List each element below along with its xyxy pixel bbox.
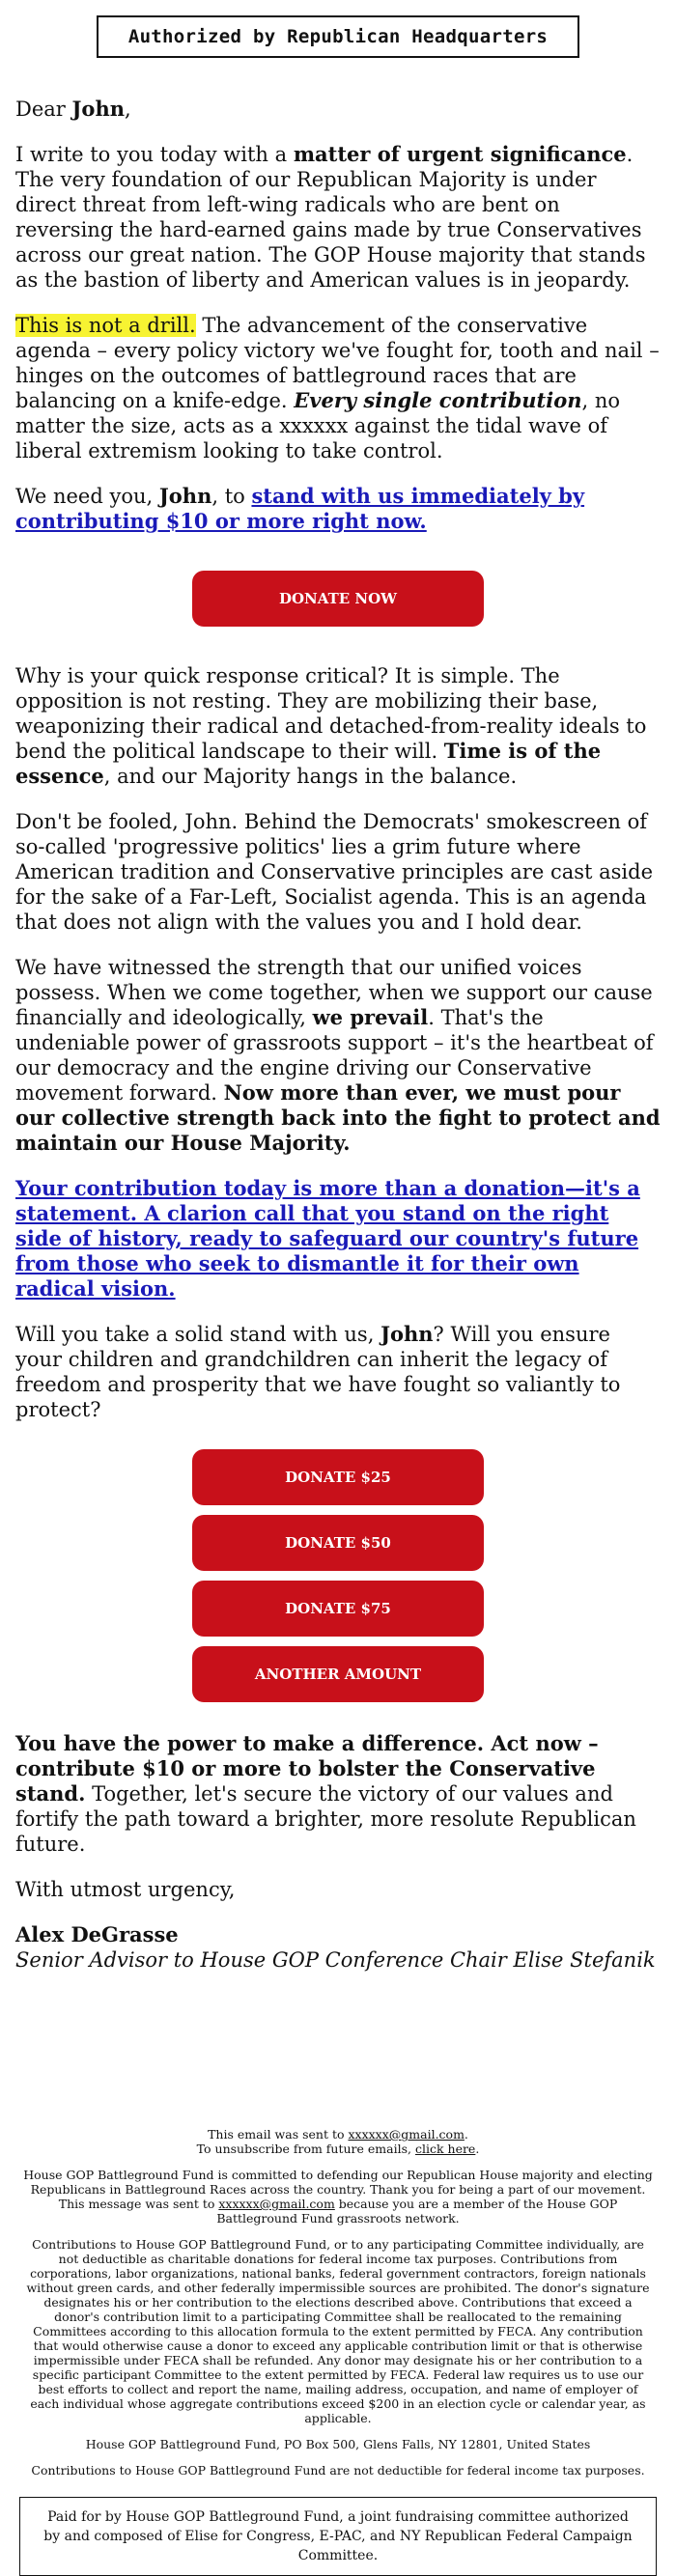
email-page [0,15,676,2576]
p9-text-b: Together, let's secure the victory of our values and fortify the path toward a brighter, more resolute Republican future. [15,1782,636,1856]
unsubscribe-prefix: To unsubscribe from future emails, [196,2142,415,2156]
paragraph-quick-response [15,663,661,789]
paragraph-solid-stand [15,1322,661,1422]
another-amount-button[interactable]: ANOTHER AMOUNT [192,1646,484,1702]
paid-for-text: Paid for by House GOP Battleground Fund, a joint fundraising committee authorized by and composed of Elise for Congress, E-PAC, and NY Republican Federal Campaign Committee. [43,2509,633,2563]
p1-bold: matter of urgent significance [293,142,627,166]
signature [15,1922,661,1973]
committed-statement [23,2168,653,2226]
sent-to-email-link[interactable]: xxxxxx@gmail.com [348,2127,465,2142]
p3-name: John [158,484,212,508]
p6-text-b: . That's the undeniable power of grassroots support – it's the heartbeat of our democracy and the engine driving our Conservative movement forward. [15,1006,654,1105]
paid-for-box [19,2497,657,2576]
closing: With utmost urgency, [15,1878,236,1901]
paragraph-act-now [15,1731,661,1857]
p1-text-b: . The very foundation of our Republican Majority is under direct threat from left-wing radicals who are bent on reversing the hard-earned gains made by true Conservatives across our great nation. The GOP House majority that stands as the bastion of liberty and American values is in jeopardy. [15,143,646,292]
highlighted-text: This is not a drill. [15,314,196,337]
greeting-prefix: Dear [15,98,72,121]
letter-body [0,97,676,1973]
p4-bold: Time is of the essence [15,739,602,788]
p4-text-a: Why is your quick response critical? It is simple. The opposition is not resting. They are mobilizing their base, weaponizing their radical and detached-from-reality ideals to bend the political landscape to their will. [15,664,647,763]
statement-link[interactable]: Your contribution today is more than a donation—it's a statement. A clarion call that you stand on the right side of history, ready to safeguard our country's future from those who seek to dismantle it for their own radical vision. [15,1176,640,1301]
p8-text-a: Will you take a solid stand with us, [15,1323,381,1346]
committed-text-b: because you are a member of the House GOP Battleground Fund grassroots network. [216,2197,618,2226]
donate-now-button[interactable]: DONATE NOW [192,571,484,627]
banner-text: Authorized by Republican Headquarters [127,26,549,47]
p2-text-b: , no matter the size, acts as a xxxxxx against the tidal wave of liberal extremism looking to take control. [15,389,621,462]
p3-text-a: We need you, [15,485,159,508]
sent-to-prefix: This email was sent to [208,2127,349,2142]
signer-name: Alex DeGrasse [15,1922,179,1946]
paragraph-not-a-drill [15,313,661,463]
recipient-name: John [71,97,125,121]
email-footer [0,2127,676,2478]
p2-bold-italic: Every single contribution [294,388,582,412]
unsubscribe-suffix: . [475,2142,480,2156]
p6-bold-prevail: we prevail [312,1005,429,1029]
p6-text-a: We have witnessed the strength that our unified voices possess. When we come together, when we support our cause financially and ideologically, [15,956,653,1029]
donate-75-button[interactable]: DONATE $75 [192,1581,484,1637]
not-deductible-notice: Contributions to House GOP Battleground Fund are not deductible for federal income tax purposes. [31,2463,645,2478]
unsubscribe-link[interactable]: click here [414,2142,476,2156]
legal-disclaimer: Contributions to House GOP Battleground Fund, or to any participating Committee individually, are not deductible as charitable donations for federal income tax purposes. Contributions from corporations, labor organizations, national banks, federal government contractors, foreign nationals without green cards, and other federally impermissible sources are prohibited. The donor's signature designates his or her contribution to the elections described above. Contributions that exceed a donor's contribution limit to a participating Committee shall be reallocated to the remaining Committees according to this allocation formula to the extent permitted by FECA. Any contribution that would otherwise cause a donor to exceed any applicable contribution limit or that is otherwise impermissible under FECA shall be refunded. Any donor may designate his or her contribution to a specific participant Committee to the extent permitted by FECA. Federal law requires us to use our best efforts to collect and report the name, mailing address, occupation, and name of employer of each individual whose aggregate contributions exceed $200 in an election cycle or calendar year, as applicable. [26,2237,650,2425]
committed-text-a: House GOP Battleground Fund is committed to defending our Republican House majority and electing Republicans in Battleground Races across the country. Thank you for being a part of our movement. This message was sent to [23,2168,653,2211]
sent-to-suffix: . [464,2127,468,2142]
donate-50-button[interactable]: DONATE $50 [192,1515,484,1571]
p3-text-b: , to [211,485,252,508]
greeting-suffix: , [124,98,131,121]
p9-bold: You have the power to make a difference. Act now – contribute $10 or more to bolster the Conservative stand. [15,1731,599,1806]
p8-name: John [380,1322,434,1346]
p8-text-b: ? Will you ensure your children and grandchildren can inherit the legacy of freedom and prosperity that we have fought so valiantly to protect? [15,1323,621,1421]
committed-email-link[interactable]: xxxxxx@gmail.com [218,2197,335,2211]
paragraph-dont-be-fooled: Don't be fooled, John. Behind the Democrats' smokescreen of so-called 'progressive politics' lies a grim future where American tradition and Conservative principles are cast aside for the sake of a Far-Left, Socialist agenda. This is an agenda that does not align with the values you and I hold dear. [15,810,654,934]
paragraph-statement-link [15,1176,661,1302]
paragraph-we-need-you [15,484,661,534]
contribute-link[interactable]: stand with us immediately by contributing $10 or more right now. [15,484,585,533]
donate-now-wrapper [15,571,661,627]
donate-25-button[interactable]: DONATE $25 [192,1449,484,1505]
paragraph-urgency [15,142,661,293]
signer-title: Senior Advisor to House GOP Conference Chair Elise Stefanik [15,1948,656,1972]
paragraph-unified-voices [15,955,661,1156]
p2-text-a: The advancement of the conservative agenda – every policy victory we've fought for, tooth and nail – hinges on the outcomes of battleground races that are balancing on a knife-edge. [15,314,660,412]
mailing-address: House GOP Battleground Fund, PO Box 500, Glens Falls, NY 12801, United States [85,2437,591,2451]
sent-to-line [23,2127,653,2156]
p4-text-b: , and our Majority hangs in the balance. [103,765,518,788]
donation-buttons [15,1449,661,1702]
greeting [15,97,661,122]
p6-bold-majority: Now more than ever, we must pour our collective strength back into the fight to protect and maintain our House Majority. [15,1080,661,1155]
authorization-banner [97,15,579,58]
p1-text-a: I write to you today with a [15,143,294,166]
